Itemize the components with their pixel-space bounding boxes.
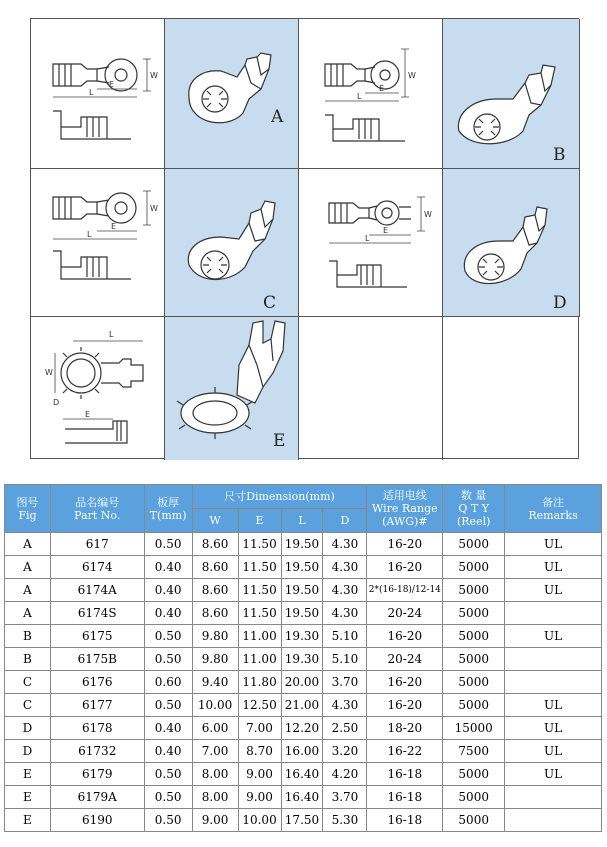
- technical-drawing-d: [299, 169, 443, 317]
- figure-letter-a: A: [271, 107, 284, 127]
- header-d: D: [323, 509, 367, 533]
- cell-e: 11.50: [238, 579, 281, 602]
- figure-letter-d: D: [553, 293, 567, 313]
- figure-cell-b: [443, 19, 580, 169]
- cell-fig: B: [5, 648, 51, 671]
- cell-t: 0.40: [144, 740, 192, 763]
- dim-label-l: L: [87, 230, 92, 239]
- header-e: E: [238, 509, 281, 533]
- cell-fig: C: [5, 694, 51, 717]
- cell-t: 0.40: [144, 717, 192, 740]
- dim-label-e: E: [111, 222, 117, 231]
- cell-remark: [505, 809, 602, 832]
- cell-qty: 7500: [443, 740, 505, 763]
- cell-d: 5.10: [323, 648, 367, 671]
- cell-remark: UL: [505, 533, 602, 556]
- cell-t: 0.50: [144, 763, 192, 786]
- cell-qty: 5000: [443, 602, 505, 625]
- cell-fig: E: [5, 809, 51, 832]
- header-w: W: [192, 509, 238, 533]
- cell-remark: UL: [505, 556, 602, 579]
- cell-t: 0.40: [144, 602, 192, 625]
- cell-l: 20.00: [281, 671, 323, 694]
- cell-t: 0.50: [144, 809, 192, 832]
- table-row: [5, 786, 602, 809]
- terminal-render-c: [165, 169, 299, 317]
- dim-label-e: E: [109, 80, 115, 89]
- cell-d: 3.20: [323, 740, 367, 763]
- cell-fig: E: [5, 763, 51, 786]
- cell-wire: 16-18: [367, 809, 443, 832]
- cell-t: 0.40: [144, 556, 192, 579]
- dim-label-e: E: [379, 84, 385, 93]
- header-qty: 数 量 Q T Y (Reel): [443, 485, 505, 533]
- cell-d: 4.20: [323, 763, 367, 786]
- cell-qty: 5000: [443, 648, 505, 671]
- table-row: [5, 625, 602, 648]
- header-part-no: 品名编号 Part No.: [50, 485, 144, 533]
- cell-qty: 15000: [443, 717, 505, 740]
- cell-l: 19.50: [281, 556, 323, 579]
- cell-d: 5.30: [323, 809, 367, 832]
- cell-d: 3.70: [323, 786, 367, 809]
- cell-wire: 20-24: [367, 602, 443, 625]
- cell-e: 7.00: [238, 717, 281, 740]
- cell-remark: UL: [505, 717, 602, 740]
- cell-d: 4.30: [323, 579, 367, 602]
- dim-label-w: W: [45, 368, 53, 377]
- terminal-render-a: [165, 19, 299, 169]
- cell-w: 9.80: [192, 625, 238, 648]
- cell-part: 6179: [50, 763, 144, 786]
- cell-wire: 16-20: [367, 533, 443, 556]
- table-row: [5, 533, 602, 556]
- cell-fig: B: [5, 625, 51, 648]
- empty-cell: [443, 317, 580, 460]
- cell-wire: 16-20: [367, 671, 443, 694]
- cell-part: 6177: [50, 694, 144, 717]
- cell-wire: 20-24: [367, 648, 443, 671]
- cell-e: 11.50: [238, 602, 281, 625]
- table-row: [5, 694, 602, 717]
- cell-part: 61732: [50, 740, 144, 763]
- cell-part: 6176: [50, 671, 144, 694]
- technical-drawing-e: [31, 317, 165, 460]
- dim-label-l: L: [109, 330, 114, 339]
- cell-l: 19.30: [281, 625, 323, 648]
- cell-w: 7.00: [192, 740, 238, 763]
- cell-t: 0.50: [144, 786, 192, 809]
- figure-cell-d: [443, 169, 580, 317]
- figure-cell-c: [165, 169, 299, 317]
- header-remarks: 备注 Remarks: [505, 485, 602, 533]
- cell-l: 19.30: [281, 648, 323, 671]
- cell-part: 6174A: [50, 579, 144, 602]
- drawing-cell-d: [299, 169, 443, 317]
- cell-l: 19.50: [281, 579, 323, 602]
- cell-part: 6178: [50, 717, 144, 740]
- cell-d: 2.50: [323, 717, 367, 740]
- cell-qty: 5000: [443, 625, 505, 648]
- cell-remark: UL: [505, 694, 602, 717]
- cell-w: 8.60: [192, 533, 238, 556]
- header-thickness: 板厚 T(mm): [144, 485, 192, 533]
- dim-label-l: L: [365, 234, 370, 243]
- table-row: [5, 763, 602, 786]
- cell-t: 0.40: [144, 579, 192, 602]
- cell-part: 6190: [50, 809, 144, 832]
- cell-wire: 16-22: [367, 740, 443, 763]
- cell-w: 8.60: [192, 579, 238, 602]
- cell-d: 4.30: [323, 694, 367, 717]
- table-row: [5, 602, 602, 625]
- cell-e: 9.00: [238, 763, 281, 786]
- cell-l: 19.50: [281, 533, 323, 556]
- cell-e: 11.50: [238, 556, 281, 579]
- dim-label-e: E: [383, 226, 389, 235]
- cell-w: 8.00: [192, 786, 238, 809]
- cell-qty: 5000: [443, 809, 505, 832]
- table-row: [5, 579, 602, 602]
- cell-fig: E: [5, 786, 51, 809]
- cell-e: 9.00: [238, 786, 281, 809]
- cell-t: 0.50: [144, 694, 192, 717]
- cell-remark: UL: [505, 579, 602, 602]
- cell-part: 6174: [50, 556, 144, 579]
- cell-l: 17.50: [281, 809, 323, 832]
- cell-qty: 5000: [443, 694, 505, 717]
- cell-d: 5.10: [323, 625, 367, 648]
- cell-fig: C: [5, 671, 51, 694]
- dim-label-l: L: [357, 92, 362, 101]
- cell-remark: [505, 648, 602, 671]
- cell-wire: 16-18: [367, 786, 443, 809]
- cell-e: 11.00: [238, 625, 281, 648]
- cell-qty: 5000: [443, 533, 505, 556]
- dim-label-w: W: [424, 210, 432, 219]
- cell-l: 12.20: [281, 717, 323, 740]
- cell-w: 8.60: [192, 602, 238, 625]
- header-wire-range: 适用电线 Wire Range (AWG)#: [367, 485, 443, 533]
- cell-fig: A: [5, 556, 51, 579]
- technical-drawing-b: [299, 19, 443, 169]
- cell-qty: 5000: [443, 671, 505, 694]
- cell-remark: [505, 786, 602, 809]
- cell-wire: 16-20: [367, 556, 443, 579]
- cell-l: 16.00: [281, 740, 323, 763]
- table-row: [5, 740, 602, 763]
- cell-l: 19.50: [281, 602, 323, 625]
- figure-letter-e: E: [273, 431, 286, 451]
- dim-label-d: D: [53, 398, 60, 407]
- cell-t: 0.50: [144, 625, 192, 648]
- cell-e: 10.00: [238, 809, 281, 832]
- dim-label-w: W: [150, 71, 158, 80]
- table-row: [5, 556, 602, 579]
- cell-wire: 18-20: [367, 717, 443, 740]
- table-row: [5, 671, 602, 694]
- cell-l: 16.40: [281, 786, 323, 809]
- cell-remark: UL: [505, 625, 602, 648]
- drawing-cell-b: [299, 19, 443, 169]
- cell-qty: 5000: [443, 556, 505, 579]
- cell-fig: A: [5, 533, 51, 556]
- cell-e: 8.70: [238, 740, 281, 763]
- figure-cell-a: [165, 19, 299, 169]
- cell-qty: 5000: [443, 786, 505, 809]
- cell-qty: 5000: [443, 763, 505, 786]
- figure-letter-b: B: [553, 145, 566, 165]
- cell-d: 3.70: [323, 671, 367, 694]
- technical-drawing-c: [31, 169, 165, 317]
- cell-w: 9.80: [192, 648, 238, 671]
- cell-d: 4.30: [323, 556, 367, 579]
- cell-w: 8.60: [192, 556, 238, 579]
- cell-remark: UL: [505, 740, 602, 763]
- cell-fig: D: [5, 717, 51, 740]
- cell-wire: 16-20: [367, 625, 443, 648]
- cell-t: 0.60: [144, 671, 192, 694]
- cell-w: 9.40: [192, 671, 238, 694]
- cell-part: 6179A: [50, 786, 144, 809]
- table-row: [5, 809, 602, 832]
- cell-e: 11.80: [238, 671, 281, 694]
- cell-e: 11.50: [238, 533, 281, 556]
- cell-part: 617: [50, 533, 144, 556]
- cell-fig: A: [5, 602, 51, 625]
- cell-part: 6175: [50, 625, 144, 648]
- table-row: [5, 717, 602, 740]
- technical-drawing-a: [31, 19, 165, 169]
- empty-cell: [299, 317, 443, 460]
- cell-l: 21.00: [281, 694, 323, 717]
- dim-label-w: W: [408, 71, 416, 80]
- dim-label-l: L: [89, 88, 94, 97]
- cell-w: 10.00: [192, 694, 238, 717]
- cell-wire: 16-18: [367, 763, 443, 786]
- cell-wire: 2*(16-18)/12-14: [367, 579, 443, 602]
- cell-d: 4.30: [323, 602, 367, 625]
- drawing-cell-c: [31, 169, 165, 317]
- header-fig: 图号 Fig: [5, 485, 51, 533]
- drawing-cell-a: [31, 19, 165, 169]
- cell-w: 6.00: [192, 717, 238, 740]
- cell-part: 6174S: [50, 602, 144, 625]
- dim-label-e: E: [85, 410, 91, 419]
- cell-e: 12.50: [238, 694, 281, 717]
- drawing-cell-e: [31, 317, 165, 460]
- table-row: [5, 648, 602, 671]
- figure-grid: [30, 18, 579, 459]
- cell-d: 4.30: [323, 533, 367, 556]
- cell-t: 0.50: [144, 533, 192, 556]
- cell-l: 16.40: [281, 763, 323, 786]
- header-dimension: 尺寸Dimension(mm): [192, 485, 367, 509]
- cell-e: 11.00: [238, 648, 281, 671]
- dim-label-w: W: [150, 204, 158, 213]
- cell-fig: A: [5, 579, 51, 602]
- cell-w: 8.00: [192, 763, 238, 786]
- figure-cell-e: [165, 317, 299, 460]
- figure-letter-c: C: [263, 293, 277, 313]
- cell-wire: 16-20: [367, 694, 443, 717]
- cell-part: 6175B: [50, 648, 144, 671]
- cell-qty: 5000: [443, 579, 505, 602]
- cell-t: 0.50: [144, 648, 192, 671]
- cell-fig: D: [5, 740, 51, 763]
- header-l: L: [281, 509, 323, 533]
- cell-remark: UL: [505, 763, 602, 786]
- specification-table: [4, 484, 602, 832]
- cell-remark: [505, 602, 602, 625]
- cell-w: 9.00: [192, 809, 238, 832]
- cell-remark: [505, 671, 602, 694]
